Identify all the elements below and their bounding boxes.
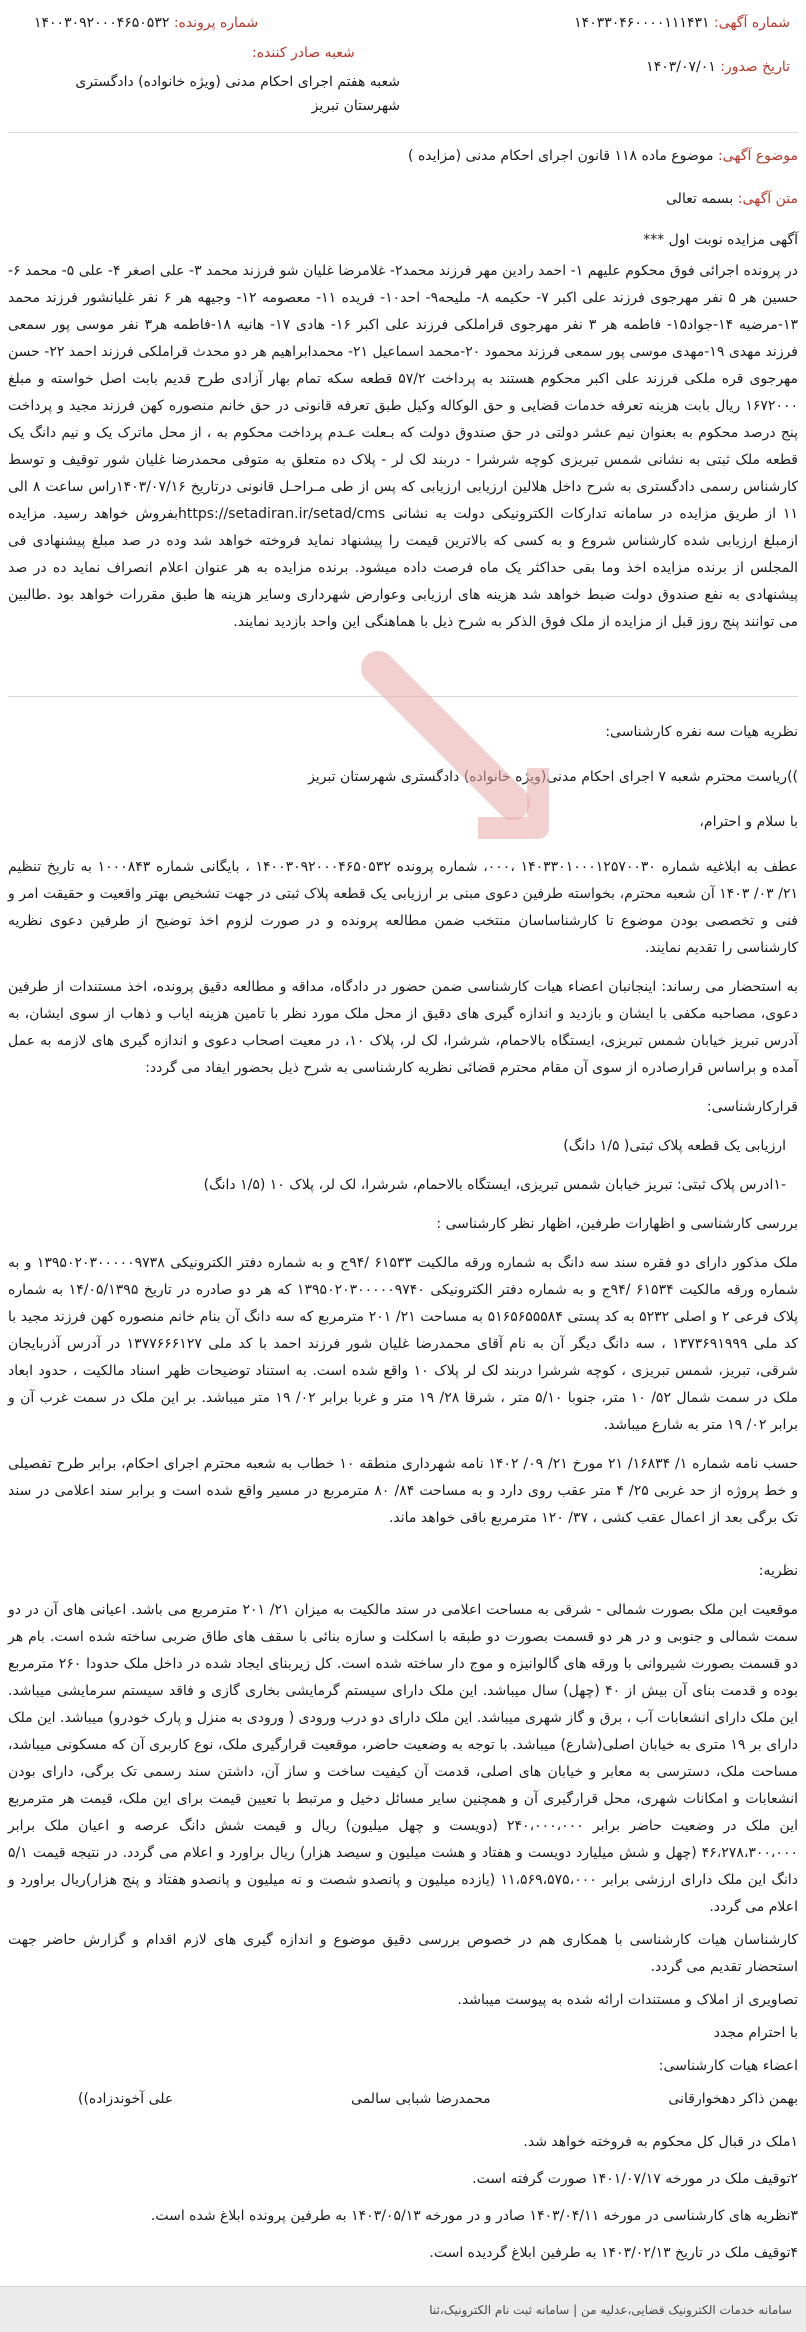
appraisal-para-7: تصاویری از املاک و مستندات ارائه شده به پیوست میباشد. [457,1992,798,2008]
appraisal-title: نظریه هیات سه نفره کارشناسی: [605,724,798,740]
section-divider [8,696,798,697]
order-item: ارزیابی یک قطعه پلاک ثبتی( ۱/۵ دانگ) [563,1138,786,1154]
note-item: ۲توقیف ملک در مورخه ۱۴۰۱/۰۷/۱۷ صورت گرفته است. [472,2171,798,2187]
issue-date-value: ۱۴۰۳/۰۷/۰۱ [646,59,716,75]
ad-subject [8,143,798,170]
appraisal-para-2: به استحضار می رساند: اینجانبان اعضاء هیات کارشناسی ضمن حضور در دادگاه، مداقه و مطالعه دقیق پرونده، اخذ مستندات از طرفین دعوی، مصاحبه مکفی با ایشان و بازدید و اندازه گیری های دقیق از محل ملک مورد نظر با تامین هزینه ایاب و ذهاب از سوی ایشان، به آدرس تبریز خیابان شمس تبریزی، ایستگاه بالاحمام، شرشرا، لک لر، پلاک ۱۰، در معیت اصحاب دعوی و اندازه گیری های لازمه به عمل آمده و براساس قرارصادره از سوی آن مقام محترم قضائی نظریه کارشناسی به شرح ذیل بحضور ایفاد می گردد: [8,979,798,1076]
member-2: محمدرضا شبابی سالمی [351,2091,491,2107]
ad-number [574,12,790,34]
footer-links[interactable]: سامانه خدمات الکترونیک قضایی،عدلیه من | سامانه ثبت نام الکترونیک،ثنا [429,2302,792,2317]
issue-date-label: تاریخ صدور: [720,59,790,75]
case-number-label: شماره پرونده: [173,15,259,31]
appraisal-para-3: ملک مذکور دارای دو فقره سند سه دانگ به شماره ورقه مالکیت ۶۱۵۳۳ /۹۴ج و به شماره دفتر الکترونیکی ۱۳۹۵۰۲۰۳۰۰۰۰۰۹۷۳۸ و به شماره ورقه مالکیت ۶۱۵۳۴ /۹۴ج و به شماره دفتر الکترونیکی ۱۳۹۵۰۲۰۳۰۰۰۰۰۹۷۴۰ که هر دو صادره در تاریخ ۱۴/۰۵/۱۳۹۵ به شماره پلاک فرعی ۲ و اصلی ۵۲۳۲ به کد پستی ۵۱۶۵۶۵۵۵۸۴ به مساحت ۲۱/ ۲۰۱ مترمربع که سه دانگ آن بنام خانم منصوره کهن فرزند مجید با کد ملی ۱۳۷۳۶۹۱۹۹۹ ، سه دانگ دیگر آن به نام آقای محمدرضا غلیان شور فرزند احمد با کد ملی ۱۳۷۷۶۶۶۱۲۷ در آدرس آذربایجان شرقی، تبریز، شمس تبریزی ، کوچه شرشرا دربند لک لر پلاک ۱۰ واقع شده است. به استناد توضیحات ظهر اسناد مالکیت ، حدود ابعاد ملک در سمت شمال ۵۲/ ۱۰ متر، جنوبا ۵/۱۰ متر ، شرقا ۲۸/ ۱۹ متر و غربا برابر ۰۲/ ۱۹ متر میباشد. بر این ملک در سمت غرب آن و برابر ۰۲/ ۱۹ متر به شارع میباشد. [8,1255,799,1433]
ad-number-label: شماره آگهی: [713,15,790,31]
appraisal-para-4: حسب نامه شماره ۱/ ۱۶۸۳۴/ ۲۱ مورخ ۲۱/ ۰۹/ ۱۴۰۲ نامه شهرداری منطقه ۱۰ خطاب به شعبه محترم اجرای احکام، برابر طرح تفصیلی و خط پروژه از حد غربی ۲۵/ ۴ متر عقب روی دارد و به مساحت ۸۴/ ۸۰ مترمربع در مسیر واقع شده است و برابر سند اعلامی در سند تک برگی بعد از اعمال عقب کشی ، ۳۷/ ۱۲۰ مترمربع باقی خواهد ماند. [8,1456,799,1526]
order-label: قرارکارشناسی: [706,1099,798,1115]
appraisal-para-6: کارشناسان هیات کارشناسی با همکاری هم در خصوص بررسی دقیق موضوع و اندازه گیری های لازم اقدام و گزارش حاضر جهت استحضار تقدیم می گردد. [8,1932,798,1975]
regards: با احترام مجدد [713,2025,798,2041]
issuer-label-cell [252,42,355,64]
appraisal-salutation: با سلام و احترام، [699,814,798,830]
ad-text-heading [8,186,798,213]
opinion-label: نظریه: [758,1563,798,1579]
appraisal-para-1: عطف به ابلاغیه شماره ۱۴۰۳۳۰۱۰۰۰۱۲۵۷۰۰۳۰ ،۰۰۰، شماره پرونده ۱۴۰۰۳۰۹۲۰۰۰۴۶۵۰۵۳۲ ، بایگانی شماره ۱۰۰۰۸۴۳ به تاریخ تنظیم ۲۱/ ۰۳/ ۱۴۰۳ آن شعبه محترم، بخواسته طرفین دعوی مبنی بر ارزیابی یک قطعه پلاک ثبتی در جهت تشخیص بهتر واقعیت و حقیقت امر و فنی و تخصصی بودن موضوع تا کارشناساسان منتخب ضمن مطالعه پرونده و در صورت لزوم اخذ توضیح از طرفین دعوی نظریه کارشناسی را تقدیم نمایند. [8,859,798,956]
members-label: اعضاء هیات کارشناسی: [658,2058,798,2074]
notes-list [8,2129,798,2267]
case-number [34,12,258,34]
ad-number-value: ۱۴۰۳۳۰۴۶۰۰۰۰۱۱۱۴۳۱ [574,15,710,31]
ad-paragraph: در پرونده اجرائی فوق محکوم علیهم ۱- احمد رادین مهر فرزند محمد۲- غلامرضا غلیان شو فرزند محمد ۳- علی اصغر ۴- علی ۵- محمد ۶- حسین هر ۵ نفر مهرجوی فرزند علی اکبر ۷- حکیمه ۸- ملیحه۹- احد۱۰- فریده ۱۱- معصومه ۱۲- وجیهه هر ۶ نفر غلیانشور فرزند محمد ۱۳-مرضیه ۱۴-جواد۱۵- فاطمه هر ۳ نفر مهرجوی قراملکی فرزند علی اکبر ۱۶- هادی ۱۷- هانیه ۱۸-فاطمه هر۳ نفر موسی پور سمعی فرزند مهدی ۱۹-مهدی موسی پور سمعی فرزند محمود ۲۰-محمد اسماعیل ۲۱- محمدابراهیم هر دو محدث قراملکی فرزند احمد ۲۲- حسن مهرجوی قره ملکی فرزند علی اکبر محکوم هستند به پرداخت ۵۷/۲ قطعه سکه تمام بهار آزادی طرح قدیم بابت اصل خواسته و مبلغ ۱۶۷۲۰۰۰ ریال بابت هزینه تعرفه خدمات قضایی و حق الوکاله وکیل طبق تعرفه قانونی در حق خانم منصوره کهن فرزند مجید و پرداخت پنج درصد محکوم به بعنوان نیم عشر دولتی در حق صندوق دولت که بـعلت عـدم پرداخت محکوم به ، از محل ماترک یک و نیم دانگ یک قطعه ملک ثبتی به نشانی شمس تبریزی کوچه شرشرا - دربند لک لر - پلاک ده متعلق به متوفی محمدرضا غلیان شور توقیف و توسط کارشناس رسمی دادگستری به شرح داخل هلالین ارزیابی ارزیابی که پس از طی مـراحـل قانونی درتاریخ ۱۴۰۳/۰۷/۱۶راس ساعت ۸ الی ۱۱ از طریق مزایده در سامانه تدارکات الکترونیکی دولت به نشانی https://setadiran.ir/setad/cmsبفروش خواهد رسید. مزایده ازمبلغ ارزیابی شده کارشناس شروع و به کسی که بالاترین قیمت را پیشنهاد نماید فروخته خواهد شد وده در صد مبلغ پیشنهادی فی المجلس از برنده مزایده اخذ وما بقی حداکثر یک ماه فرصت داده میشود. برنده مزایده به هر عنوان اعلام انصراف نماید ده در صد پیشنهادی به نفع صندوق دولت ضبط خواهد شد هزینه های ارزیابی وعوارض شهرداری وسایر هزینه ها طبق مقررات خواهد بود .طالبین می توانند پنج روز قبل از مزایده از ملک فوق الذکر به شرح ذیل با هماهنگی این واحد بازدید نمایند. [8,263,798,630]
notice-header [8,0,798,133]
note-item: ۴توقیف ملک در تاریخ ۱۴۰۳/۰۲/۱۳ به طرفین ابلاغ گردیده است. [429,2245,798,2261]
auction-title: آگهی مزایده نوبت اول *** [643,232,798,248]
ad-text-label: متن آگهی: [737,191,798,207]
subject-value: موضوع ماده ۱۱۸ قانون اجرای احکام مدنی (مزایده ) [408,148,714,164]
case-number-value: ۱۴۰۰۳۰۹۲۰۰۰۴۶۵۰۵۳۲ [34,15,170,31]
site-footer [0,2286,806,2332]
note-item: ۳نظریه های کارشناسی در مورخه ۱۴۰۳/۰۴/۱۱ صادر و در مورخه ۱۴۰۳/۰۵/۱۳ به طرفین پرونده ابلاغ شده است. [150,2208,798,2224]
note-item: ۱ملک در قبال کل محکوم به فروخته خواهد شد. [523,2134,798,2150]
ad-text-greeting: بسمه تعالی [666,191,734,207]
subject-label: موضوع آگهی: [717,148,798,164]
registered-address: -۱ادرس پلاک ثبتی: تبریز خیابان شمس تبریزی، ایستگاه بالاحمام، شرشرا، لک لر، پلاک ۱۰ (۱/۵ دانگ) [203,1177,786,1193]
review-label: بررسی کارشناسی و اظهارات طرفین، اظهار نظر کارشناسی : [436,1216,798,1232]
member-1: بهمن ذاکر دهخوارقانی [668,2091,798,2107]
members-row [78,2086,798,2113]
issuer-value: شعبه هفتم اجرای احکام مدنی (ویژه خانواده) دادگستری شهرستان تبریز [75,74,400,114]
appraisal-addressee: ))ریاست محترم شعبه ۷ اجرای احکام مدنی(ویژه خانواده) دادگستری شهرستان تبریز [308,769,798,785]
appraisal-para-5: موقعیت این ملک بصورت شمالی - شرقی به مساحت اعلامی در سند مالکیت به میزان ۲۱/ ۲۰۱ مترمربع می باشد. اعیانی های آن در دو سمت شمالی و جنوبی و در هر دو قسمت بصورت دو طبقه با اسکلت و سازه بنائی با سقف های طاق ضربی ساخته شده است. بام هر دو قسمت بصورت شیروانی با ورقه های گالوانیزه و موج دار ساخته شده است. کل زیربنای ایجاد شده در داخل ملک حدودا ۲۶۰ مترمربع بوده و قدمت بنای آن بیش از ۴۰ (چهل) سال میباشد. این ملک دارای سیستم گرمایشی بخاری گازی و فاقد سیستم سرمایشی میباشد. این ملک دارای انشعابات آب ، برق و گاز شهری میباشد. این ملک دارای دو درب ورودی ( ورودی به منزل و پارک خودرو) میباشد. این ملک دارای بر ۱۹ متری به خیابان اصلی(شارع) میباشد. با توجه به وضعیت حاضر، موقعیت قرارگیری ملک، نوع کاربری آن که مسکونی میباشد، مساحت ملک، دسترسی به معابر و خیابان های اصلی، قدمت آن کیفیت ساخت و ساز آن، داشتن سند رسمی تک برگی، دارای بودن انشعابات و امکانات شهری، محل قرارگیری آن و همچنین سایر مسائل دخیل و مرتبط با تعیین قیمت برای این ملک، قیمت هر مترمربع این ملک در وضعیت حاضر برابر ۲۴۰،۰۰۰،۰۰۰ (دویست و چهل میلیون) ریال و قیمت شش دانگ عرصه و اعیان ملک برابر ۴۶،۲۷۸،۳۰۰،۰۰۰ (چهل و شش میلیارد دویست و هفتاد و هشت میلیون و سیصد هزار) ریال براورد و اعلام می گردد. در نتیجه قیمت ۵/۱ دانگ این ملک دارای ارزشی برابر ۱۱،۵۶۹،۵۷۵،۰۰۰ (یازده میلیون و پانصدو شصت و نه میلیون و پانصدو هفتاد و پنج هزار)ریال براورد و اعلام می گردد. [8,1602,798,1915]
issue-date [646,56,790,78]
issuer-label: شعبه صادر کننده: [252,45,355,61]
ad-paragraph-wrap [8,258,798,636]
member-3: علی آخوندزاده)) [78,2091,174,2107]
